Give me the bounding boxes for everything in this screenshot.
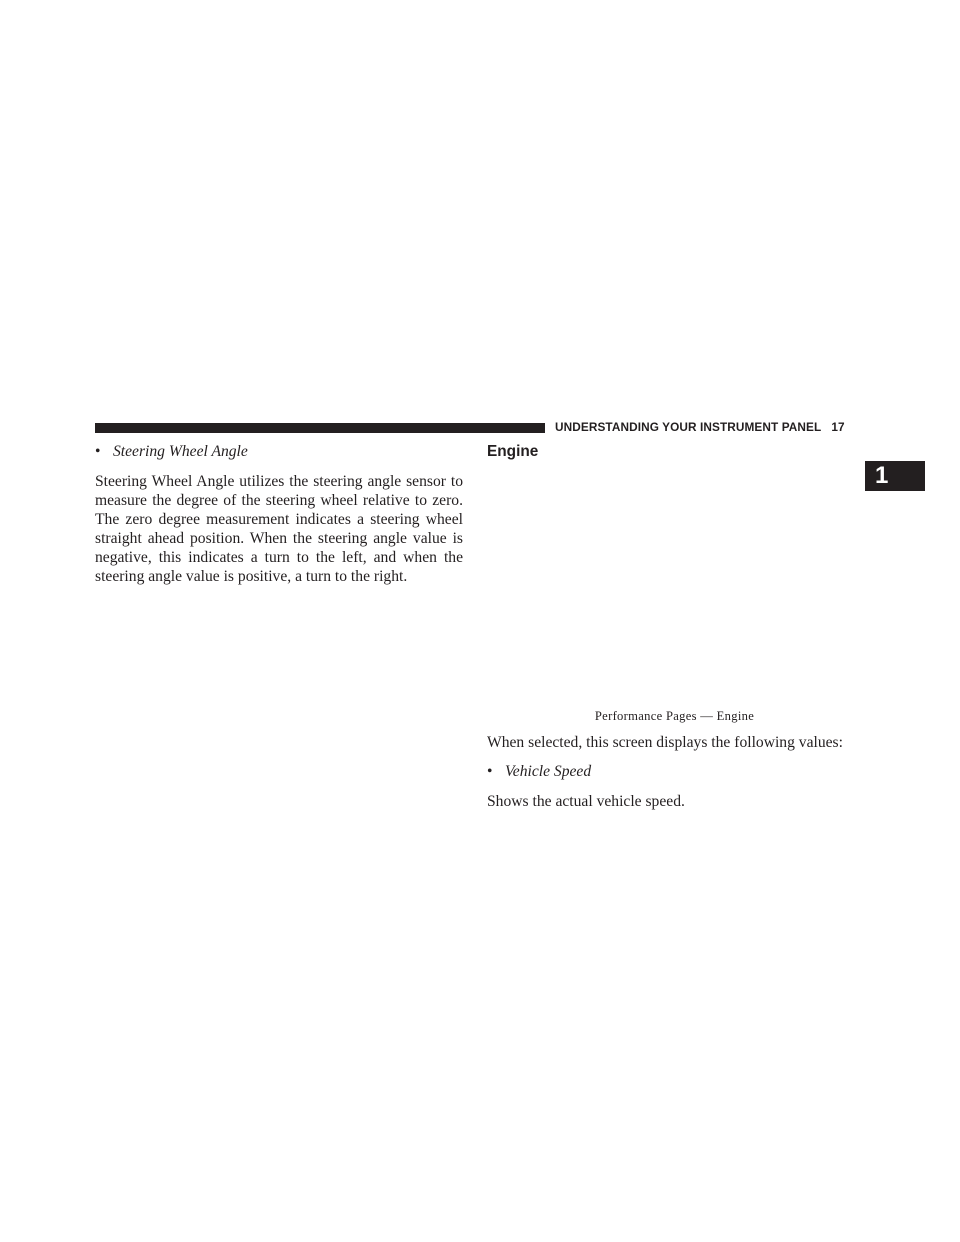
right-column (487, 442, 862, 811)
engine-intro-paragraph: When selected, this screen displays the following values: (487, 734, 843, 751)
bullet-label: Steering Wheel Angle (113, 443, 248, 460)
header-rule (95, 423, 545, 433)
vehicle-speed-paragraph: Shows the actual vehicle speed. (487, 793, 685, 810)
section-heading-engine: Engine (487, 443, 539, 460)
page-number: 17 (831, 420, 845, 434)
bullet-icon: • (487, 763, 493, 780)
steering-angle-paragraph: Steering Wheel Angle utilizes the steering angle sensor to measure the degree of the steering wheel relative to zero. The zero degree measurement indicates a steering wheel straight ahead position. When the steering angle value is negative, this indicates a turn to the left, and when the steering angle value is positive, a turn to the right. (95, 473, 463, 585)
figure-placeholder (487, 461, 862, 708)
header-title: UNDERSTANDING YOUR INSTRUMENT PANEL (555, 420, 822, 434)
chapter-tab (865, 461, 925, 491)
bullet-icon: • (95, 443, 101, 460)
running-header (555, 419, 845, 435)
bullet-item-vehicle-speed (487, 762, 862, 781)
left-column (95, 442, 463, 586)
bullet-label: Vehicle Speed (505, 763, 592, 780)
bullet-item-steering-wheel-angle (95, 442, 463, 461)
chapter-number: 1 (875, 462, 889, 489)
figure-caption: Performance Pages — Engine (594, 709, 755, 723)
